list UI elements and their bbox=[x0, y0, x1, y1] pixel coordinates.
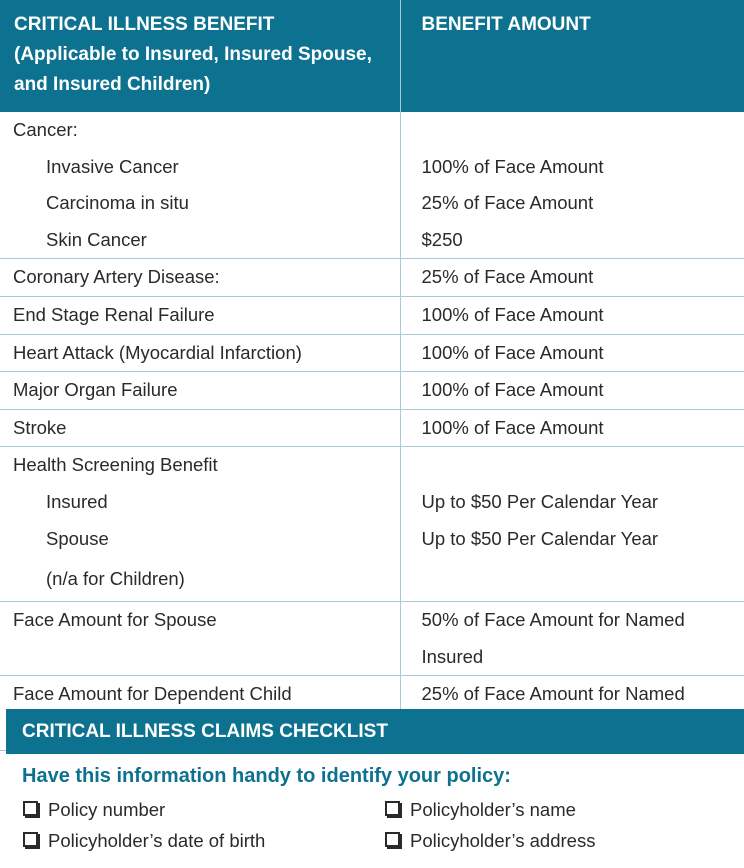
header-line: CRITICAL ILLNESS BENEFIT bbox=[14, 14, 275, 35]
benefit-amount: 100% of Face Amount bbox=[400, 409, 744, 447]
illness-name: Major Organ Failure bbox=[0, 372, 400, 410]
illness-name: (n/a for Children) bbox=[0, 557, 400, 602]
illness-name: Face Amount for Dependent Child bbox=[0, 676, 400, 750]
table-row bbox=[0, 372, 744, 410]
table-row bbox=[0, 409, 744, 447]
header-line: and Insured Children) bbox=[14, 74, 211, 95]
benefit-amount: 25% of Face Amount for Named bbox=[400, 676, 744, 750]
illness-name: Carcinoma in situ bbox=[0, 185, 400, 222]
table-row bbox=[0, 149, 744, 186]
benefit-amount: 100% of Face Amount bbox=[400, 296, 744, 334]
illness-name: Insured bbox=[0, 484, 400, 521]
benefit-amount: 50% of Face Amount for Named Insured bbox=[400, 602, 744, 676]
table-row bbox=[0, 222, 744, 259]
illness-name: Coronary Artery Disease: bbox=[0, 259, 400, 297]
illness-name: End Stage Renal Failure bbox=[0, 296, 400, 334]
checklist-title: CRITICAL ILLNESS CLAIMS CHECKLIST bbox=[6, 709, 744, 754]
benefit-amount: 25% of Face Amount bbox=[400, 259, 744, 297]
benefit-amount bbox=[400, 557, 744, 602]
table-row bbox=[0, 484, 744, 521]
benefit-amount bbox=[400, 112, 744, 149]
header-line: (Applicable to Insured, Insured Spouse, bbox=[14, 44, 372, 65]
benefit-amount: Up to $50 Per Calendar Year bbox=[421, 490, 659, 512]
table-row bbox=[0, 557, 744, 602]
illness-name: Health Screening Benefit bbox=[0, 447, 400, 484]
checklist-subtitle: Have this information handy to identify your policy: bbox=[22, 765, 511, 787]
table-row bbox=[0, 602, 744, 676]
checkbox-icon[interactable] bbox=[23, 832, 38, 847]
checkbox-icon[interactable] bbox=[385, 801, 400, 816]
checklist-item[interactable] bbox=[23, 828, 265, 854]
illness-name: Spouse bbox=[0, 521, 400, 558]
benefit-amount bbox=[400, 447, 744, 484]
table-row bbox=[0, 296, 744, 334]
illness-name: Face Amount for Spouse bbox=[0, 602, 400, 676]
table-row bbox=[0, 185, 744, 222]
table-row bbox=[0, 447, 744, 484]
header-critical-illness-benefit bbox=[0, 0, 400, 112]
illness-name: Heart Attack (Myocardial Infarction) bbox=[0, 334, 400, 372]
checklist-item-label: Policy number bbox=[48, 799, 166, 820]
table-row bbox=[0, 334, 744, 372]
checklist-item[interactable] bbox=[385, 797, 576, 823]
illness-name: Invasive Cancer bbox=[0, 149, 400, 186]
benefit-amount: 25% of Face Amount bbox=[421, 192, 594, 214]
checklist-item-label: Policyholder’s name bbox=[410, 799, 576, 820]
table-row bbox=[0, 521, 744, 558]
checkbox-icon[interactable] bbox=[23, 801, 38, 816]
table-row bbox=[0, 112, 744, 149]
benefit-amount: 100% of Face Amount bbox=[421, 155, 604, 177]
benefit-amount: Up to $50 Per Calendar Year bbox=[421, 527, 659, 549]
table-header-row bbox=[0, 0, 744, 112]
benefit-amount: $250 bbox=[421, 228, 463, 250]
illness-name: Stroke bbox=[0, 409, 400, 447]
checklist-item[interactable] bbox=[385, 828, 595, 854]
illness-name: Cancer: bbox=[0, 112, 400, 149]
checkbox-icon[interactable] bbox=[385, 832, 400, 847]
table-row bbox=[0, 259, 744, 297]
checklist-item[interactable] bbox=[23, 797, 165, 823]
checklist-item-label: Policyholder’s address bbox=[410, 830, 596, 851]
illness-name: Skin Cancer bbox=[0, 222, 400, 259]
checklist-item-label: Policyholder’s date of birth bbox=[48, 830, 266, 851]
benefit-amount: 100% of Face Amount bbox=[400, 334, 744, 372]
benefit-amount: 100% of Face Amount bbox=[400, 372, 744, 410]
header-benefit-amount: BENEFIT AMOUNT bbox=[400, 0, 744, 112]
